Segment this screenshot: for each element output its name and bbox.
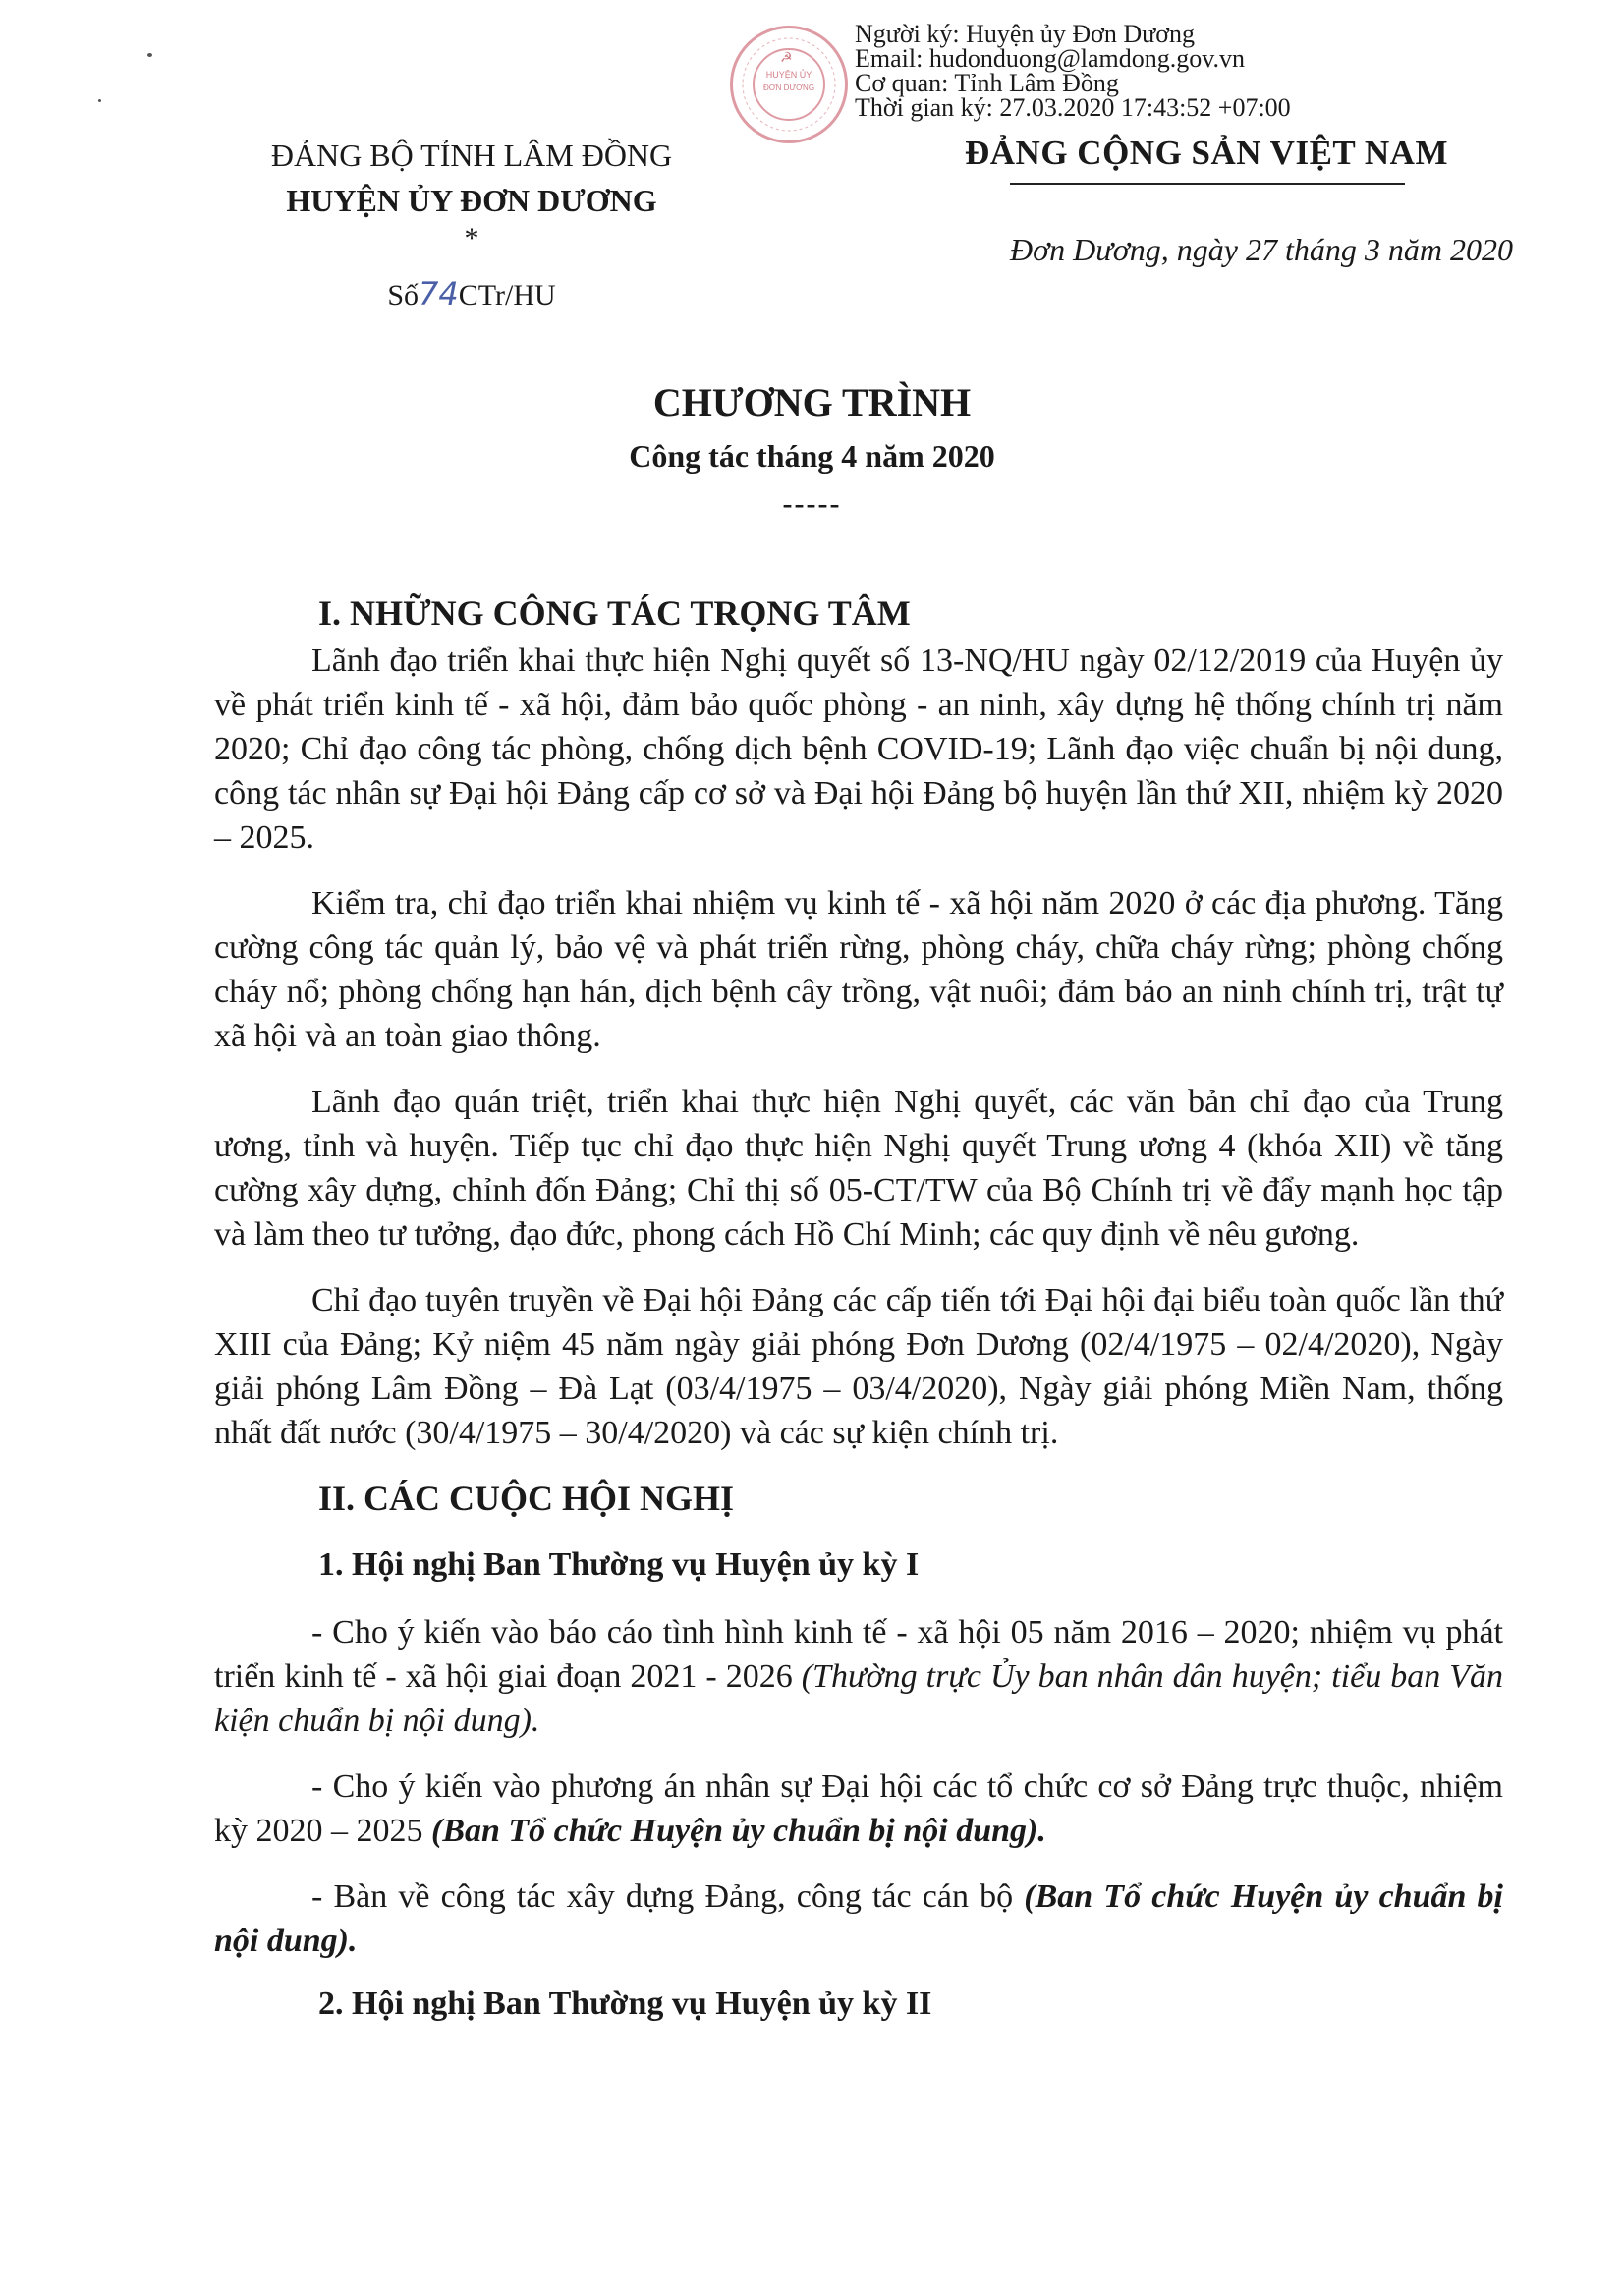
document-number <box>177 275 766 312</box>
party-seal-stamp <box>730 26 848 143</box>
bullet-3 <box>214 1875 1503 1963</box>
signer-line: Người ký: Huyện ủy Đơn Dương <box>855 20 1196 48</box>
document-date: Đơn Dương, ngày 27 tháng 3 năm 2020 <box>1009 232 1513 267</box>
title-separator: ----- <box>782 487 842 520</box>
subsection-2-heading: 2. Hội nghị Ban Thường vụ Huyện ủy kỳ II <box>318 1986 932 2022</box>
document-subtitle: Công tác tháng 4 năm 2020 <box>629 438 995 474</box>
section-1-paragraph-1: Lãnh đạo triển khai thực hiện Nghị quyết số 13-NQ/HU ngày 02/12/2019 của Huyện ủy về phát triển kinh tế - xã hội, đảm bảo quốc phòng - an ninh, xây dựng hệ thống chính trị năm 2020; Chỉ đạo công tác phòng, chống dịch bệnh COVID-19; Lãnh đạo việc chuẩn bị nội dung, công tác nhân sự Đại hội Đảng cấp cơ sở và Đại hội Đảng bộ huyện lần thứ XII, nhiệm kỳ 2020 – 2025. <box>214 643 1503 856</box>
bullet-3-note: (Ban Tổ chức Huyện ủy chuẩn bị nội dung). <box>214 1878 1503 1959</box>
bullet-1 <box>214 1610 1503 1743</box>
seal-text-2: ĐƠN DƯƠNG <box>762 84 815 92</box>
digital-signature-info <box>855 22 1291 120</box>
section-1-paragraph-2: Kiểm tra, chỉ đạo triển khai nhiệm vụ kinh tế - xã hội năm 2020 ở các địa phương. Tăng cường công tác quản lý, bảo vệ và phát triển rừng, phòng cháy, chữa cháy rừng; phòng chống cháy nổ; phòng chống hạn hán, dịch bệnh cây trồng, vật nuôi; đảm bảo an ninh chính trị, trật tự xã hội và an toàn giao thông. <box>214 885 1503 1054</box>
section-1-paragraph-3: Lãnh đạo quán triệt, triển khai thực hiện Nghị quyết, các văn bản chỉ đạo của Trung ương, tỉnh và huyện. Tiếp tục chỉ đạo thực hiện Nghị quyết Trung ương 4 (khóa XII) về tăng cường xây dựng, chỉnh đốn Đảng; Chỉ thị số 05-CT/TW của Bộ Chính trị về đẩy mạnh học tập và làm theo tư tưởng, đạo đức, phong cách Hồ Chí Minh; các quy định về nêu gương. <box>214 1084 1503 1253</box>
document-body <box>214 588 1503 2028</box>
section-1-heading: I. NHỮNG CÔNG TÁC TRỌNG TÂM <box>318 593 911 633</box>
party-underline <box>1010 183 1405 185</box>
section-2-heading: II. CÁC CUỘC HỘI NGHỊ <box>318 1479 735 1518</box>
doc-no-prefix: Số <box>387 279 420 311</box>
section-1-paragraph-4: Chỉ đạo tuyên truyền về Đại hội Đảng các cấp tiến tới Đại hội đại biểu toàn quốc lần thứ XIII của Đảng; Kỷ niệm 45 năm ngày giải phóng Đơn Dương (02/4/1975 – 02/4/2020), Ngày giải phóng Lâm Đồng – Đà Lạt (03/4/1975 – 03/4/2020), Ngày giải phóng Miền Nam, thống nhất đất nước (30/4/1975 – 30/4/2020) và các sự kiện chính trị. <box>214 1282 1503 1451</box>
bullet-1-text: - Cho ý kiến vào báo cáo tình hình kinh tế - xã hội 05 năm 2016 – 2020; nhiệm vụ phát triển kinh tế - xã hội giai đoạn 2021 - 2026 <box>214 1614 1503 1695</box>
org-line-2: HUYỆN ỦY ĐƠN DƯƠNG <box>286 183 657 218</box>
document-title: CHƯƠNG TRÌNH <box>652 380 972 424</box>
agency-line: Cơ quan: Tỉnh Lâm Đồng <box>855 69 1119 97</box>
seal-text-1: HUYỆN ỦY <box>765 70 812 80</box>
bullet-2-note: (Ban Tổ chức Huyện ủy chuẩn bị nội dung). <box>431 1813 1046 1849</box>
hammer-sickle-icon: ☭ <box>780 51 793 66</box>
doc-no-suffix: CTr/HU <box>458 279 556 311</box>
org-line-1: ĐẢNG BỘ TỈNH LÂM ĐỒNG <box>270 138 673 173</box>
sign-time-line: Thời gian ký: 27.03.2020 17:43:52 +07:00 <box>855 93 1291 122</box>
bullet-3-text: - Bàn về công tác xây dựng Đảng, công tác cán bộ <box>311 1878 1025 1915</box>
header-star: * <box>464 222 479 254</box>
bullet-1-note: (Thường trực Ủy ban nhân dân huyện; tiểu ban Văn kiện chuẩn bị nội dung). <box>214 1658 1503 1739</box>
email-line: Email: hudonduong@lamdong.gov.vn <box>855 44 1246 73</box>
doc-no-handwritten: 74 <box>419 275 459 312</box>
bullet-2-text: - Cho ý kiến vào phương án nhân sự Đại hội các tổ chức cơ sở Đảng trực thuộc, nhiệm kỳ 2020 – 2025 <box>214 1768 1503 1849</box>
subsection-1-heading: 1. Hội nghị Ban Thường vụ Huyện ủy kỳ I <box>318 1546 920 1583</box>
party-name: ĐẢNG CỘNG SẢN VIỆT NAM <box>965 134 1448 172</box>
bullet-2 <box>214 1764 1503 1853</box>
